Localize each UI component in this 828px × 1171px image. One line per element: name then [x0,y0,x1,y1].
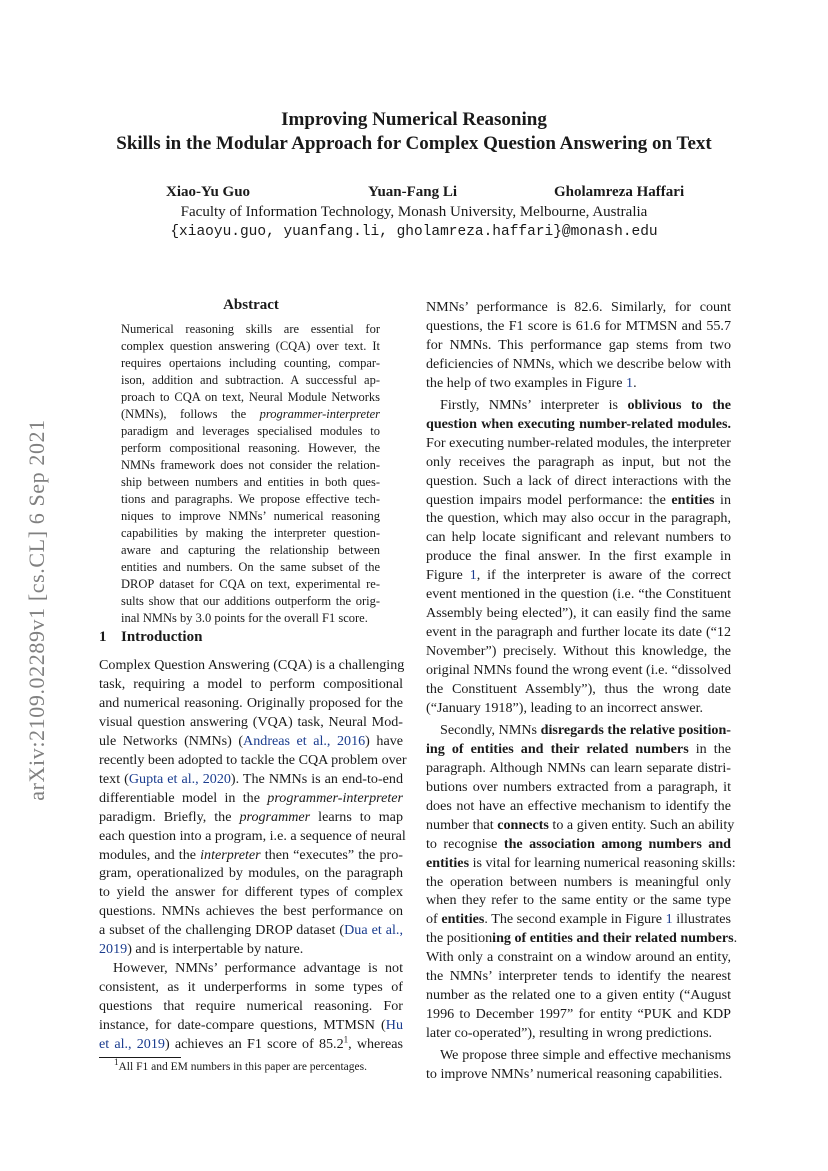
paper-title [0,108,828,156]
title-line-2: Skills in the Modular Approach for Complex Question Answering on Text [116,133,712,154]
body-line: the positioning of entities and their related numbers. [426,930,738,947]
body-line: gram, operationalized by modules, on the paragraph [99,865,403,882]
body-line: modules, and the interpreter then “executes” the pro- [99,846,403,863]
body-line: question impairs model performance: the entities in [426,491,731,508]
author-emails: {xiaoyu.guo, yuanfang.li, gholamreza.haffari}@monash.edu [170,224,658,240]
body-line: paradigm. Briefly, the programmer learns to map [99,808,403,825]
body-line: number that connects to a given entity. Such an ability [426,816,735,833]
section-heading [99,629,202,646]
abstract-line: capabilities by making the interpreter question- [121,526,380,540]
abstract-line: sults show that our additions outperform the orig- [121,594,380,608]
body-line: visual question answering (VQA) task, Neural Mod- [99,713,403,730]
footnote [114,1057,367,1073]
body-line: Firstly, NMNs’ interpreter is oblivious to the [440,396,731,413]
body-line: questions that require numerical reasoning. For [99,998,403,1015]
body-line: Secondly, NMNs disregards the relative position- [440,721,731,738]
body-line: number as the related one to a given entity (“August [426,987,731,1004]
body-line: butions over numbers extracted from a paragraph, it [426,778,731,795]
abstract-line: ison, addition and subtraction. A successful ap- [121,373,380,387]
body-line: et al., 2019) achieves an F1 score of 85.2$^1$, whereas [99,1034,404,1052]
body-line: instance, for date-compare questions, MTMSN (Hu [99,1017,403,1034]
body-line: 2019) and is interpertable by nature. [99,941,304,958]
author-3: Gholamreza Haffari [554,184,685,200]
body-line: ule Networks (NMNs) (Andreas et al., 2016) have [99,732,403,749]
body-line: the operation between numbers is meaningful only [426,873,731,890]
abstract-line: inal NMNs by 3.0 points for the overall F1 score. [121,611,368,625]
body-line: task, requiring a model to perform compositional [99,675,403,692]
body-line: November”) precisely. Without this knowledge, the [426,643,731,660]
abstract-line: Numerical reasoning skills are essential for [121,322,380,336]
body-line: the Constituent Assembly”), thus the wrong date [426,681,731,697]
body-line: event in the paragraph and further locate its date (“12 [426,624,731,641]
body-line: deficiencies of NMNs, which we describe below with [426,355,731,372]
abstract-line: NMNs framework does not consider the relation- [121,458,380,472]
abstract-line: DROP dataset for CQA on text, experimental re- [121,577,380,591]
body-line: the question, which may also occur in the paragraph, [426,510,731,527]
body-line: ing of entities and their related numbers in the [426,740,731,757]
body-line: paragraph. Although NMNs can learn separate distri- [426,759,731,776]
body-line: differentiable model in the programmer-interpreter [99,789,403,806]
body-line: recently been adopted to tackle the CQA problem over [99,751,407,768]
body-line: (“January 1918”), leading to an incorrect answer. [426,699,704,716]
body-line: of entities. The second example in Figure 1 illustrates [426,911,731,928]
body-line: the NMNs’ interpreter tends to identify the nearest [426,968,731,985]
body-line: to yield the answer for different types of complex [99,884,403,901]
body-line: 1996 to December 1997” for entity “PUK and KDP [426,1006,731,1023]
abstract-line: proach to CQA on text, Neural Module Networks [121,390,380,404]
author-2: Yuan-Fang Li [368,184,458,200]
body-line: and numerical reasoning. Originally proposed for the [99,694,403,711]
abstract-line: complex question answering (CQA) over text. It [121,339,380,353]
body-line: questions. NMNs achieves the best performance on [99,903,403,920]
body-line: to improve NMNs’ numerical reasoning capabilities. [426,1066,723,1082]
footnote-rule [99,1057,181,1058]
body-line: However, NMNs’ performance advantage is not [113,960,403,977]
abstract-line: entities and numbers. On the same subset of the [121,560,380,574]
body-line: later co-operated”), resulting in wrong predictions. [426,1025,713,1042]
abstract-line: aware and capturing the relationship between [121,543,380,557]
body-line: for NMNs. This performance gap stems from two [426,336,731,353]
body-line: question. Such a lack of direct interactions with the [426,472,731,489]
abstract-heading: Abstract [223,297,279,313]
body-line: when they refer to the same entity or the same type [426,892,731,909]
abstract-line: (NMNs), follows the programmer-interpreter [121,407,380,421]
abstract-line: niques to improve NMNs’ numerical reasoning [121,509,380,523]
footnote-text: All F1 and EM numbers in this paper are percentages. [118,1061,367,1073]
abstract-line: paradigm and leverages specialised modules to [121,424,380,438]
body-line: the help of two examples in Figure 1. [426,374,637,391]
section-title: Introduction [121,629,203,645]
body-line: Figure 1, if the interpreter is aware of the correct [426,567,731,584]
body-line: We propose three simple and effective mechanisms [440,1047,731,1064]
body-line: text (Gupta et al., 2020). The NMNs is an end-to-end [99,770,403,787]
body-line: Complex Question Answering (CQA) is a challenging [99,657,405,673]
footnote-mark: 1 [114,1057,119,1068]
arxiv-stamp: arXiv:2109.02289v1 [cs.CL] 6 Sep 2021 [24,419,49,801]
body-line: With only a constraint on a window around an entity, [426,949,731,966]
title-line-1: Improving Numerical Reasoning [281,109,547,130]
body-line: only receives the paragraph as input, but not the [426,453,731,470]
abstract-line: tions and paragraphs. We propose effective tech- [121,492,380,506]
body-line: does not have an effective mechanism to identify the [426,797,731,814]
body-line: For executing number-related modules, the interpreter [426,434,731,451]
body-line: original NMNs found the wrong event (i.e. “dissolved [426,662,731,679]
body-line: event mentioned in the question (i.e. “the Constituent [426,586,731,603]
body-line: entities is vital for learning numerical reasoning skills: [426,854,736,871]
abstract-line: ship between numbers and entities in both ques- [121,475,380,489]
abstract-line: requires opertaions including counting, compar- [121,356,380,370]
body-line: question when executing number-related modules. [426,415,731,432]
body-line: can help locate significant and relevant numbers to [426,529,731,546]
section-number: 1 [99,629,107,645]
footnote-ref: 1 [343,1034,349,1045]
body-line: consistent, as it underperforms in some types of [99,979,403,996]
abstract-line: perform compositional reasoning. However, the [121,441,380,455]
body-line: NMNs’ performance is 82.6. Similarly, for count [426,299,731,315]
body-line: each question into a program, i.e. a sequence of neural [99,827,406,844]
body-line: to recognise the association among numbers and [426,835,731,852]
body-line: Assembly being elected”), it can easily find the same [426,605,731,622]
affiliation: Faculty of Information Technology, Monash University, Melbourne, Australia [180,204,648,220]
body-line: produce the final answer. In the first example in [426,548,731,565]
body-line: questions, the F1 score is 61.6 for MTMSN and 55.7 [426,317,731,334]
body-line: a subset of the challenging DROP dataset (Dua et al., [99,922,403,939]
author-1: Xiao-Yu Guo [166,184,251,200]
